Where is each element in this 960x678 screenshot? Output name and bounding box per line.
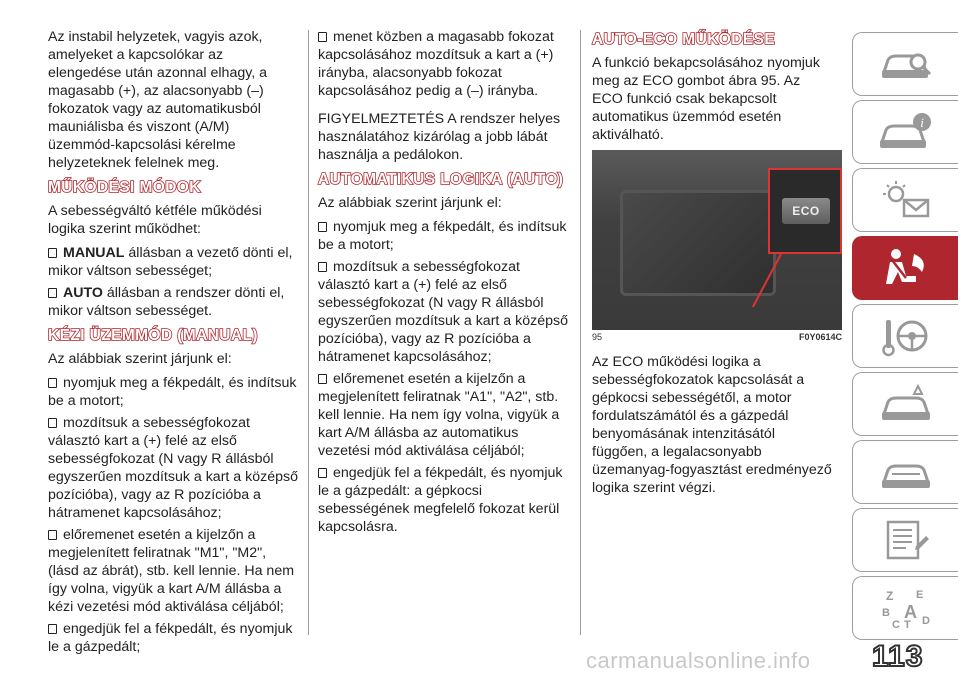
bullet-text: mozdítsuk a sebességfokozat választó kart a (+) felé az első sebességfokozat (N vagy R állásból egyszerűen mozdítsuk a kart a középső pozícióba), vagy az R pozícióba a hátramenet kapcsolásához; (48, 415, 298, 521)
index-letter: A (903, 602, 917, 622)
bullet-item (48, 526, 298, 616)
bullet-text: előremenet esetén a kijelzőn a megjelenített feliratnak "A1", "A2", stb. kell lennie. Ha nem így volna, vigyük a kart A/M állásba az automatikus vezetési mód aktiválása céljából; (318, 371, 560, 459)
bullet-box-icon (318, 32, 327, 42)
bullet-item (318, 464, 568, 536)
column-3 (592, 28, 842, 503)
tab-service[interactable] (852, 440, 958, 504)
bullet-text: előremenet esetén a kijelzőn a megjelenített feliratnak "M1", "M2", (lásd az ábrát), stb. kell lennie. Ha nem így volna, vigyük a kart A/M állásba a kézi vezetési mód aktiválása céljából; (48, 527, 295, 615)
column-divider (308, 30, 309, 635)
bullet-box-icon (48, 624, 57, 634)
bullet-item (318, 218, 568, 254)
figure-eco-button (592, 150, 842, 330)
svg-text:i: i (919, 115, 924, 130)
heading-working-modes: MŰKÖDÉSI MÓDOK (48, 179, 201, 196)
bullet-box-icon (48, 418, 57, 428)
bullet-item (48, 284, 298, 320)
bold-term: MANUAL (63, 245, 125, 261)
bullet-box-icon (48, 288, 57, 298)
alphabet-index-icon (878, 586, 934, 630)
chapter-tabs (852, 32, 960, 644)
bullet-item (48, 244, 298, 280)
warning-light-message-icon (878, 178, 934, 222)
eco-button: ECO (782, 198, 830, 224)
key-steering-icon (878, 314, 934, 358)
bullet-box-icon (318, 374, 327, 384)
car-search-icon (878, 42, 934, 86)
bullet-item (48, 374, 298, 410)
bullet-text: engedjük fel a fékpedált, és nyomjuk le a gázpedált: a gépkocsi sebességének megfelelő fokozat kerül kapcsolásra. (318, 465, 563, 535)
figure-number: 95 (592, 332, 603, 342)
paragraph: A sebességváltó kétféle működési logika szerint működhet: (48, 203, 262, 237)
paragraph: Az alábbiak szerint járjunk el: (48, 351, 232, 367)
bullet-box-icon (48, 378, 57, 388)
car-service-icon (878, 450, 934, 494)
bullet-box-icon (48, 530, 57, 540)
bullet-text: állásban a vezető dönti el, mikor váltson sebességet; (48, 245, 293, 279)
car-emergency-icon (878, 382, 934, 426)
tab-car-info[interactable] (852, 100, 958, 164)
figure-code: F0Y0614C (798, 332, 842, 342)
index-letter: Z (885, 589, 893, 603)
paragraph: Az ECO működési logika a sebességfokozatok kapcsolását a gépkocsi sebességétől, a motor fordulatszámától és a gázpedál benyomásának intenzitásától függően, a legalacsonyabb üzemanyag-fogyasztást eredményező logika szerint végzi. (592, 354, 832, 496)
bullet-box-icon (318, 222, 327, 232)
heading-automatic-logic: AUTOMATIKUS LOGIKA (AUTO) (318, 171, 564, 188)
column-divider (580, 30, 581, 635)
tab-starting-driving[interactable] (852, 304, 958, 368)
specifications-list-icon (878, 518, 934, 562)
bullet-box-icon (318, 468, 327, 478)
page-number: 113 (872, 640, 924, 673)
infotainment-screen (620, 190, 776, 296)
watermark: carmanualsonline.info (586, 648, 811, 673)
tab-emergency[interactable] (852, 372, 958, 436)
bullet-text: nyomjuk meg a fékpedált, és indítsuk be a motort; (318, 219, 567, 253)
heading-manual-mode: KÉZI ÜZEMMÓD (MANUAL) (48, 327, 258, 344)
bullet-box-icon (318, 262, 327, 272)
detail-inset (768, 168, 842, 254)
intro-paragraph: Az instabil helyzetek, vagyis azok, amelyeket a kapcsolókar az elengedése után azonnal elhagy, a magasabb (+), az alacsonyabb (–) fokozatok vagy az automatikusból mauniálisba és viszont (A/M) üzemmód-kapcsolási kérelme helyzeteknek felelnek meg. (48, 29, 268, 171)
heading-auto-eco: AUTO-ECO MŰKÖDÉSE (592, 31, 776, 48)
figure-caption (592, 331, 842, 343)
bullet-text: menet közben a magasabb fokozat kapcsolásához mozdítsuk a kart a (+) irányba, alacsonyabb fokozat kapcsolásához pedig a (–) irányba. (318, 29, 554, 99)
index-letter: C (891, 619, 900, 630)
paragraph: A funkció bekapcsolásához nyomjuk meg az ECO gombot ábra 95. Az ECO funkció csak bekapcsolt automatikus üzemmód esetén aktiválható. (592, 55, 820, 143)
index-letter: E (915, 589, 923, 601)
tab-warning-lights[interactable] (852, 168, 958, 232)
bullet-item (318, 370, 568, 460)
bullet-item (318, 28, 568, 100)
index-letter: D (921, 615, 930, 627)
bold-term: AUTO (63, 285, 103, 301)
airbag-seatbelt-icon (878, 246, 934, 290)
bullet-text: állásban a rendszer dönti el, mikor váltson sebességet. (48, 285, 285, 319)
car-info-icon (878, 110, 934, 154)
tab-car-search[interactable] (852, 32, 958, 96)
column-1 (48, 28, 298, 660)
bullet-box-icon (48, 248, 57, 258)
bullet-item (48, 414, 298, 522)
tab-specifications[interactable] (852, 508, 958, 572)
bullet-item (48, 620, 298, 656)
bullet-item (318, 258, 568, 366)
bullet-text: engedjük fel a fékpedált, és nyomjuk le a gázpedált; (48, 621, 293, 655)
tab-safety[interactable] (852, 236, 958, 300)
paragraph: Az alábbiak szerint járjunk el: (318, 195, 502, 211)
column-2 (318, 28, 568, 540)
tab-index[interactable] (852, 576, 958, 640)
bullet-text: mozdítsuk a sebességfokozat választó kart a (+) felé az első sebességfokozat (N vagy R állásból egyszerűen mozdítsuk a kart a középső pozícióba), vagy az R pozícióba a hátramenet kapcsolásához; (318, 259, 568, 365)
index-letter: T (903, 619, 911, 630)
index-letter: B (881, 607, 890, 619)
bullet-text: nyomjuk meg a fékpedált, és indítsuk be a motort; (48, 375, 297, 409)
warning-paragraph: FIGYELMEZTETÉS A rendszer helyes használatához kizárólag a jobb lábát használja a pedálokon. (318, 111, 561, 163)
